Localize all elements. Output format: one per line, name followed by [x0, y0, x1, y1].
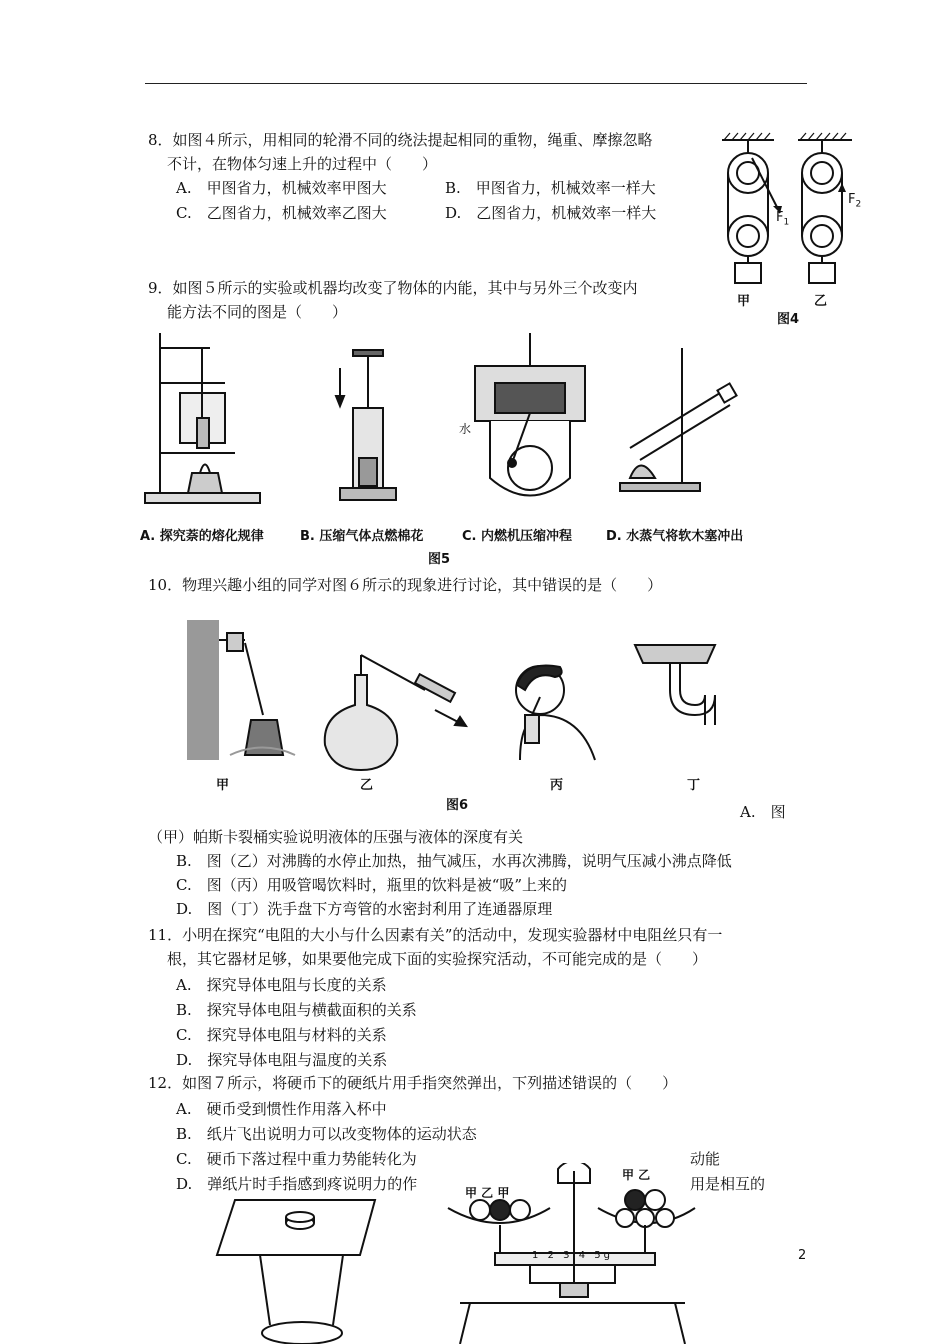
fig6-label-bing: 丙	[550, 778, 564, 793]
fig4-label-yi: 乙	[814, 294, 828, 309]
q9-stem-line1: 9．如图５所示的实验或机器均改变了物体的内能，其中与另外三个改变内	[148, 279, 638, 297]
q9-stem-line2: 能方法不同的图是（ ）	[167, 303, 348, 321]
q10-option-b: B. 图（乙）对沸腾的水停止加热，抽气减压，水再次沸腾，说明气压减小沸点降低	[176, 852, 732, 870]
q11-option-b: B. 探究导体电阻与横截面积的关系	[176, 1001, 417, 1019]
q12-option-c-left: C. 硬币下落过程中重力势能转化为	[176, 1150, 417, 1168]
q11-stem-line1: 11．小明在探究“电阻的大小与什么因素有关”的活动中，发现实验器材中电阻丝只有一	[148, 926, 723, 944]
balance-right-labels: 甲 乙	[622, 1168, 651, 1182]
page-number: 2	[798, 1248, 807, 1263]
figure-7-coin-card-cup	[215, 1195, 380, 1344]
q8-stem-line1: 8．如图４所示，用相同的轮滑不同的绕法提起相同的重物，绳重、摩擦忽略	[148, 131, 653, 149]
fig5-caption-b: B. 压缩气体点燃棉花	[300, 529, 424, 544]
q12-option-d-right: 用是相互的	[690, 1175, 766, 1193]
q8-option-c: C. 乙图省力，机械效率乙图大	[176, 204, 387, 222]
q10-option-a-head: A. 图	[740, 803, 786, 821]
balance-scale-marks: 1 2 3 4 5g	[532, 1250, 613, 1261]
force-f2-label: $F_2$	[848, 192, 862, 210]
q10-option-d: D. 图（丁）洗手盘下方弯管的水密封利用了连通器原理	[176, 900, 553, 918]
fig5-caption: 图5	[428, 552, 451, 567]
fig5-caption-d: D. 水蒸气将软木塞冲出	[606, 529, 744, 544]
q12-option-c-right: 动能	[690, 1150, 721, 1168]
q12-option-b: B. 纸片飞出说明力可以改变物体的运动状态	[176, 1125, 477, 1143]
fig5-caption-c: C. 内燃机压缩冲程	[462, 529, 573, 544]
header-rule	[145, 83, 807, 84]
q10-option-c: C. 图（丙）用吸管喝饮料时，瓶里的饮料是被“吸”上来的	[176, 876, 568, 894]
q8-option-d: D. 乙图省力，机械效率一样大	[445, 204, 657, 222]
fig6-label-yi: 乙	[360, 778, 374, 793]
fig6-caption: 图6	[446, 798, 469, 813]
fig4-caption: 图4	[777, 312, 800, 327]
q11-stem-line2: 根，其它器材足够，如果要他完成下面的实验探究活动，不可能完成的是（ ）	[167, 950, 708, 968]
q10-option-a-tail: （甲）帕斯卡裂桶实验说明液体的压强与液体的深度有关	[148, 828, 524, 846]
q12-stem: 12．如图７所示，将硬币下的硬纸片用手指突然弹出，下列描述错误的（ ）	[148, 1074, 678, 1092]
q11-option-a: A. 探究导体电阻与长度的关系	[176, 976, 387, 994]
q11-option-d: D. 探究导体电阻与温度的关系	[176, 1051, 388, 1069]
fig5-water-label: 水	[459, 422, 472, 436]
q8-stem-line2: 不计，在物体匀速上升的过程中（ ）	[167, 155, 438, 173]
fig5-caption-a: A. 探究萘的熔化规律	[140, 529, 264, 544]
q12-option-d-left: D. 弹纸片时手指感到疼说明力的作	[176, 1175, 418, 1193]
balance-left-labels: 甲 乙 甲	[465, 1186, 510, 1200]
fig4-label-jia: 甲	[737, 294, 751, 309]
q11-option-c: C. 探究导体电阻与材料的关系	[176, 1026, 387, 1044]
fig6-label-jia: 甲	[216, 778, 230, 793]
q10-stem: 10．物理兴趣小组的同学对图６所示的现象进行讨论，其中错误的是（ ）	[148, 576, 663, 594]
q12-option-a: A. 硬币受到惯性作用落入杯中	[176, 1100, 387, 1118]
fig6-label-ding: 丁	[687, 778, 701, 793]
q8-option-a: A. 甲图省力，机械效率甲图大	[176, 179, 387, 197]
q8-option-b: B. 甲图省力，机械效率一样大	[445, 179, 656, 197]
force-f1-label: $F_1$	[776, 210, 790, 228]
figure-5-internal-energy	[140, 328, 770, 518]
figure-6-pressure	[185, 615, 755, 775]
figure-4-pulleys	[712, 128, 872, 328]
